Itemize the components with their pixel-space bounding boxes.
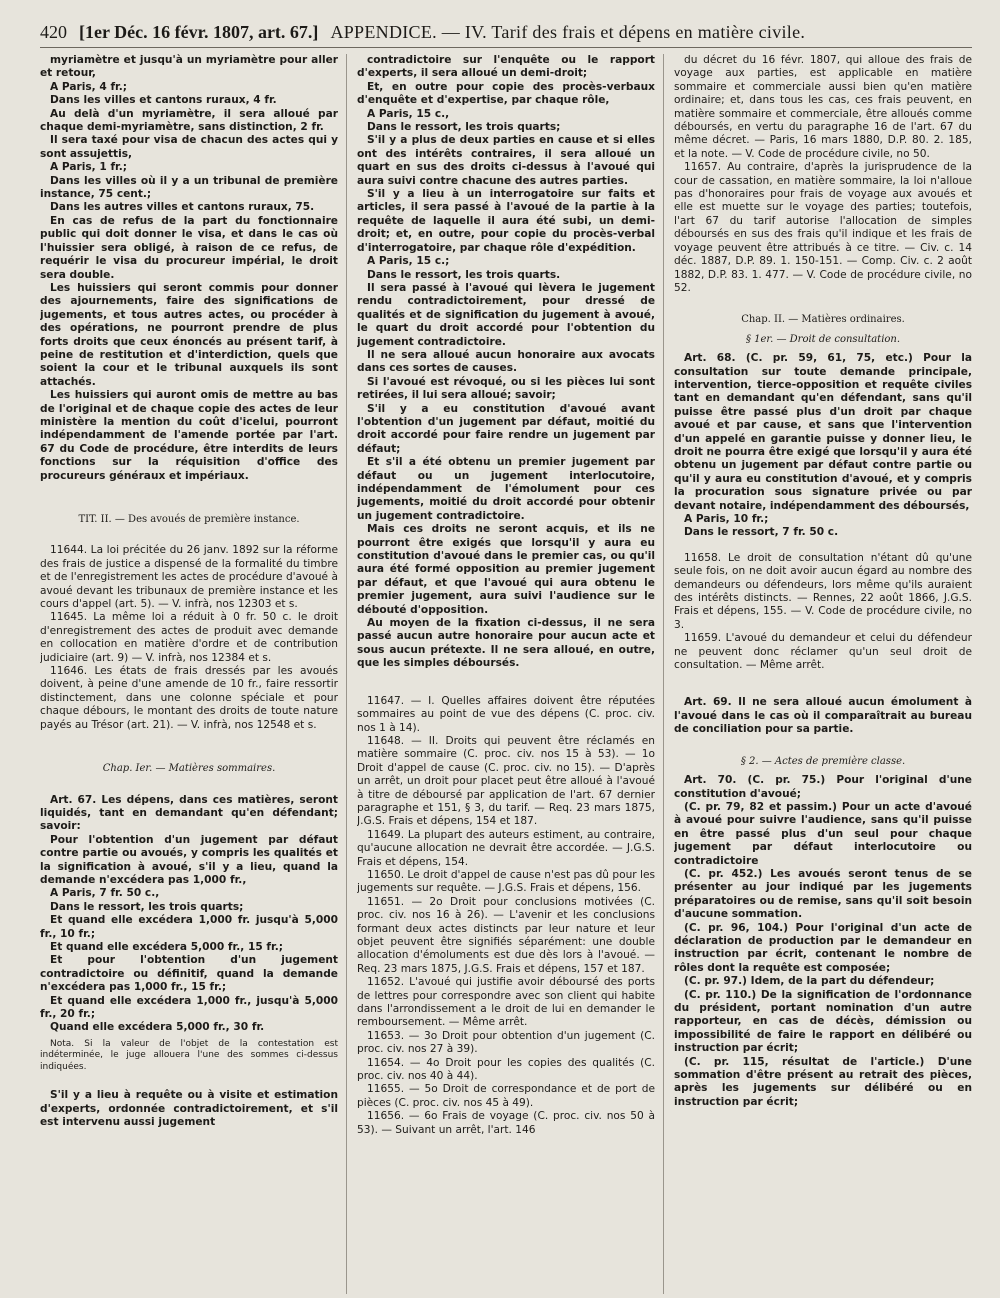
paragraph: En cas de refus de la part du fonctionnaire public qui doit donner le visa, et dans le cas où l'huissier sera obligé, à raison de ce refus, de requérir le visa du procureur impérial, le droit sera double. bbox=[40, 214, 338, 281]
paragraph: (C. pr. 79, 82 et passim.) Pour un acte d'avoué à avoué pour suivre l'audience, sans qu'il puisse en être passé plus d'un seul pour chaque jugement par défaut interlocutoire ou contradictoire bbox=[674, 800, 972, 867]
paragraph: A Paris, 4 fr.; bbox=[50, 80, 128, 93]
paragraph: 11652. L'avoué qui justifie avoir déboursé des ports de lettres pour correspondre avec son client qui habite dans l'arrondissement a le droit de lui en demander le remboursement. — Même arrêt. bbox=[357, 976, 655, 1029]
paragraph: Dans les autres villes et cantons ruraux, 75. bbox=[50, 201, 315, 214]
paragraph: myriamètre et jusqu'à un myriamètre pour aller et retour, bbox=[40, 54, 338, 80]
paragraph: 11657. Au contraire, d'après la jurisprudence de la cour de cassation, en matière sommaire, la loi n'alloue pas d'honoraires pour frais de voyage aux avoués et elle est muette sur le voyage des parties; toutefois, l'art 67 du tarif autorise l'allocation de simples déboursés en sus des frais qu'il indique et les frais de voyage peuvent être attribués à ce titre. — Civ. c. 14 déc. 1887, D.P. 89. 1. 150-151. — Comp. Civ. c. 2 août 1882, D.P. 83. 1. 477. — V. Code de procédure civile, no 52. bbox=[674, 161, 972, 294]
paragraph: 11650. Le droit d'appel de cause n'est pas dû pour les jugements sur requête. — J.G.S. Frais et dépens, 156. bbox=[357, 868, 655, 895]
paragraph: A Paris, 1 fr.; bbox=[50, 161, 128, 174]
paragraph: S'il y a plus de deux parties en cause et si elles ont des intérêts contraires, il sera alloué un quart en sus des droits ci-dessus à l'avoué qui aura suivi contre chacune des autres parties. bbox=[357, 134, 655, 187]
paragraph: Et quand elle excédera 1,000 fr. jusqu'à 5,000 fr., 10 fr.; bbox=[40, 914, 338, 940]
paragraph: Dans le ressort, 7 fr. 50 c. bbox=[684, 526, 839, 539]
paragraph: Les huissiers qui seront commis pour donner des ajournements, faire des significations de jugements, et tous autres actes, ou procéder à des opérations, ne pourront prendre de plus forts droits que ceux énoncés au présent tarif, à peine de restitution et d'interdiction, quels que soient la cour et le tribunal auxquels ils sont attachés. bbox=[40, 281, 338, 388]
paragraph: Art. 67. Les dépens, dans ces matières, seront liquidés, tant en demandant qu'en défendant; savoir: bbox=[40, 793, 338, 833]
page-number: 420 bbox=[40, 22, 67, 42]
paragraph: Art. 70. (C. pr. 75.) Pour l'original d'une constitution d'avoué; bbox=[674, 774, 972, 800]
paragraph: Mais ces droits ne seront acquis, et ils ne pourront être exigés que lorsqu'il y aura eu constitution d'avoué dans le premier cas, ou qu'il aura été formé opposition au premier jugement par défaut, et que l'avoué qui aura obtenu le premier jugement, aura suivi l'audience sur le débouté d'opposition. bbox=[357, 523, 655, 616]
paragraph: Au delà d'un myriamètre, il sera alloué par chaque demi-myriamètre, sans distinction, 2 fr. bbox=[40, 107, 338, 134]
paragraph: Il ne sera alloué aucun honoraire aux avocats dans ces sortes de causes. bbox=[357, 348, 655, 375]
chapter-heading: Chap. II. — Matières ordinaires. bbox=[741, 314, 905, 326]
paragraph: Dans le ressort, les trois quarts; bbox=[367, 121, 561, 134]
section-heading: § 1er. — Droit de consultation. bbox=[745, 333, 901, 345]
paragraph: A Paris, 7 fr. 50 c., bbox=[50, 887, 160, 900]
paragraph: Pour l'obtention d'un jugement par défaut contre partie ou avoués, y compris les qualités et la signification à avoué, s'il y a lieu, quand la demande n'excédera pas 1,000 fr., bbox=[40, 833, 338, 886]
paragraph: Si l'avoué est révoqué, ou si les pièces lui sont retirées, il lui sera alloué; savoir; bbox=[357, 375, 655, 402]
chapter-heading: Chap. Ier. — Matières sommaires. bbox=[102, 763, 276, 775]
paragraph: 11655. — 5o Droit de correspondance et de port de pièces (C. proc. civ. nos 45 à 49). bbox=[357, 1083, 655, 1109]
paragraph: Et s'il a été obtenu un premier jugement par défaut ou un jugement interlocutoire, indépendamment de l'émolument pour ces jugements, moitié du droit accordé pour obtenir un jugement contradictoire. bbox=[357, 456, 655, 522]
paragraph: Art. 68. (C. pr. 59, 61, 75, etc.) Pour la consultation sur toute demande principale, intervention, tierce-opposition et requête civiles tant en demandant qu'en défendant, sans qu'il puisse être passé plus d'un droit par chaque avoué et par cause, et sans que l'intervention d'un appelé en garantie puisse y donner lieu, le droit ne pourra être exigé que lorsqu'il y aura été obtenu un jugement par défaut contre partie ou qu'il y aura eu constitution d'avoué, et y compris la procuration sous signature privée ou par devant notaire, indépendamment des déboursés, bbox=[674, 352, 972, 512]
section-heading: TIT. II. — Des avoués de première instance. bbox=[78, 514, 300, 525]
paragraph: Et, en outre pour copie des procès-verbaux d'enquête et d'expertise, par chaque rôle, bbox=[357, 80, 655, 107]
paragraph: Dans les villes et cantons ruraux, 4 fr. bbox=[50, 94, 277, 107]
paragraph: A Paris, 10 fr.; bbox=[684, 513, 769, 525]
paragraph: Au moyen de la fixation ci-dessus, il ne sera passé aucun autre honoraire pour aucun acte et sous aucun prétexte. Il ne sera alloué, en outre, que les simples déboursés. bbox=[357, 617, 655, 670]
paragraph: (C. pr. 452.) Les avoués seront tenus de se présenter au jour indiqué par les jugements préparatoires ou de remise, sans qu'il soit besoin d'aucune sommation. bbox=[674, 867, 972, 921]
paragraph: S'il y a lieu à un interrogatoire sur faits et articles, il sera passé à l'avoué de la partie à la requête de laquelle il aura été subi, un demi-droit; et, en outre, pour copie du procès-verbal d'interrogatoire, par chaque rôle d'expédition. bbox=[357, 188, 655, 254]
paragraph: Il sera taxé pour visa de chacun des actes qui y sont assujettis, bbox=[40, 134, 338, 160]
paragraph: (C. pr. 97.) Idem, de la part du défendeur; bbox=[684, 975, 935, 988]
paragraph: (C. pr. 110.) De la signification de l'ordonnance du président, portant nomination d'un autre rapporteur, en cas de décès, démission ou impossibilité de faire le rapport en délibéré ou instruction par écrit; bbox=[674, 988, 972, 1055]
paragraph: S'il y a eu constitution d'avoué avant l'obtention d'un jugement par défaut, moitié du droit accordé pour faire rendre un jugement par défaut; bbox=[357, 402, 655, 455]
paragraph: S'il y a lieu à requête ou à visite et estimation d'experts, ordonnée contradictoirement, et s'il est intervenu aussi jugement bbox=[40, 1089, 338, 1129]
paragraph: Dans le ressort, les trois quarts; bbox=[50, 900, 244, 913]
paragraph: A Paris, 15 c.; bbox=[367, 255, 450, 268]
paragraph: 11654. — 4o Droit pour les copies des qualités (C. proc. civ. nos 40 à 44). bbox=[357, 1056, 655, 1083]
paragraph: Les huissiers qui auront omis de mettre au bas de l'original et de chaque copie des actes de leur ministère la mention du coût d'icelui, pourront indépendamment de l'amende portée par l'art. 67 du Code de procédure, être interdits de leurs fonctions sur la réquisition d'office des procureurs généraux et impériaux. bbox=[40, 389, 338, 482]
paragraph: 11644. La loi précitée du 26 janv. 1892 sur la réforme des frais de justice a dispensé de la formalité du timbre et de l'enregistrement les actes de procédure d'avoué à avoué devant les tribunaux de première instance et les cours d'appel (art. 5). — V. infrà, nos 12303 et s. bbox=[40, 544, 338, 611]
paragraph: 11659. L'avoué du demandeur et celui du défendeur ne peuvent donc réclamer qu'un seul droit de consultation. — Même arrêt. bbox=[674, 632, 972, 672]
paragraph: (C. pr. 96, 104.) Pour l'original d'un acte de déclaration de production par le demandeur en instruction par écrit, contenant le nombre de rôles dont la requête est composée; bbox=[674, 921, 972, 974]
paragraph: du décret du 16 févr. 1807, qui alloue des frais de voyage aux parties, est applicable en matière sommaire et commerciale aussi bien qu'en matière ordinaire; et, dans tous les cas, ces frais peuvent, en matière sommaire et commerciale, être alloués comme déboursés, en vertu du paragraphe 16 de l'art. 67 du même décret. — Paris, 16 mars 1880, D.P. 80. 2. 185, et la note. — V. Code de procédure civile, no 50. bbox=[674, 54, 972, 160]
paragraph: 11649. La plupart des auteurs estiment, au contraire, qu'aucune allocation ne devrait être accordée. — J.G.S. Frais et dépens, 154. bbox=[357, 828, 655, 868]
paragraph: 11647. — I. Quelles affaires doivent être réputées sommaires au point de vue des dépens (C. proc. civ. nos 1 à 14). bbox=[357, 694, 655, 734]
paragraph: Art. 69. Il ne sera alloué aucun émolument à l'avoué dans le cas où il comparaîtrait au bureau de conciliation pour sa partie. bbox=[674, 696, 972, 736]
paragraph: 11658. Le droit de consultation n'étant dû qu'une seule fois, on ne doit avoir aucun égard au nombre des demandeurs ou défendeurs, lors même qu'ils auraient des intérêts distincts. — Rennes, 22 août 1866, J.G.S. Frais et dépens, 155. — V. Code de procédure civile, no 3. bbox=[674, 551, 972, 631]
column-right bbox=[674, 54, 972, 1294]
paragraph: 11645. La même loi a réduit à 0 fr. 50 c. le droit d'enregistrement des actes de produit avec demande en collocation en matière d'ordre et de contribution judiciaire (art. 9) — V. infrà, nos 12384 et s. bbox=[40, 611, 338, 664]
paragraph: Quand elle excédera 5,000 fr., 30 fr. bbox=[50, 1021, 265, 1034]
paragraph: Il sera passé à l'avoué qui lèvera le jugement rendu contradictoirement, pour dressé de qualités et de signification du jugement à avoué, le quart du droit accordé pour l'obtention du jugement contradictoire. bbox=[357, 281, 655, 348]
note: Nota. Si la valeur de l'objet de la contestation est indéterminée, le juge allouera l'une des sommes ci-dessus indiquées. bbox=[40, 1038, 338, 1072]
paragraph: 11651. — 2o Droit pour conclusions motivées (C. proc. civ. nos 16 à 26). — L'avenir et les conclusions formant deux actes distincts par leur nature et leur objet peuvent être signifiés séparément: une double allocation d'émoluments est due dès lors à l'avoué. — Req. 23 mars 1875, J.G.S. Frais et dépens, 157 et 187. bbox=[357, 895, 655, 975]
column-middle bbox=[357, 54, 664, 1294]
paragraph: contradictoire sur l'enquête ou le rapport d'experts, il sera alloué un demi-droit; bbox=[357, 54, 655, 80]
paragraph: 11646. Les états de frais dressés par les avoués doivent, à peine d'une amende de 10 fr., faire ressortir distinctement, dans une colonne spéciale et pour chaque débours, le montant des droits de toute nature payés au Trésor (art. 21). — V. infrà, nos 12548 et s. bbox=[40, 665, 338, 731]
running-header bbox=[40, 22, 972, 48]
paragraph: (C. pr. 115, résultat de l'article.) D'une sommation d'être présent au retrait des pièces, après les jugements sur délibéré ou en instruction par écrit; bbox=[674, 1055, 972, 1108]
paragraph: Et quand elle excédera 1,000 fr., jusqu'à 5,000 fr., 20 fr.; bbox=[40, 994, 338, 1020]
paragraph: Dans les villes où il y a un tribunal de première instance, 75 cent.; bbox=[40, 174, 338, 201]
section-heading: § 2. — Actes de première classe. bbox=[740, 755, 906, 767]
paragraph: 11653. — 3o Droit pour obtention d'un jugement (C. proc. civ. nos 27 à 39). bbox=[357, 1029, 655, 1056]
paragraph: 11648. — II. Droits qui peuvent être réclamés en matière sommaire (C. proc. civ. nos 15 à 53). — 1o Droit d'appel de cause (C. proc. civ. no 15). — D'après un arrêt, un droit pour placet peut être alloué à l'avoué à titre de déboursé par application de l'art. 67 dernier paragraphe et 151, § 3, du tarif. — Req. 23 mars 1875, J.G.S. Frais et dépens, 154 et 187. bbox=[357, 734, 655, 828]
paragraph: Et pour l'obtention d'un jugement contradictoire ou définitif, quand la demande n'excédera pas 1,000 fr., 15 fr.; bbox=[40, 954, 338, 994]
column-left bbox=[40, 54, 347, 1294]
paragraph: Et quand elle excédera 5,000 fr., 15 fr.; bbox=[50, 940, 283, 953]
header-reference: [1er Déc. 16 févr. 1807, art. 67.] bbox=[79, 22, 319, 42]
header-title: APPENDICE. — IV. Tarif des frais et dépens en matière civile. bbox=[330, 22, 806, 42]
paragraph: Dans le ressort, les trois quarts. bbox=[367, 268, 561, 281]
paragraph: A Paris, 15 c., bbox=[367, 107, 450, 120]
paragraph: 11656. — 6o Frais de voyage (C. proc. civ. nos 50 à 53). — Suivant un arrêt, l'art. 146 bbox=[357, 1110, 655, 1136]
